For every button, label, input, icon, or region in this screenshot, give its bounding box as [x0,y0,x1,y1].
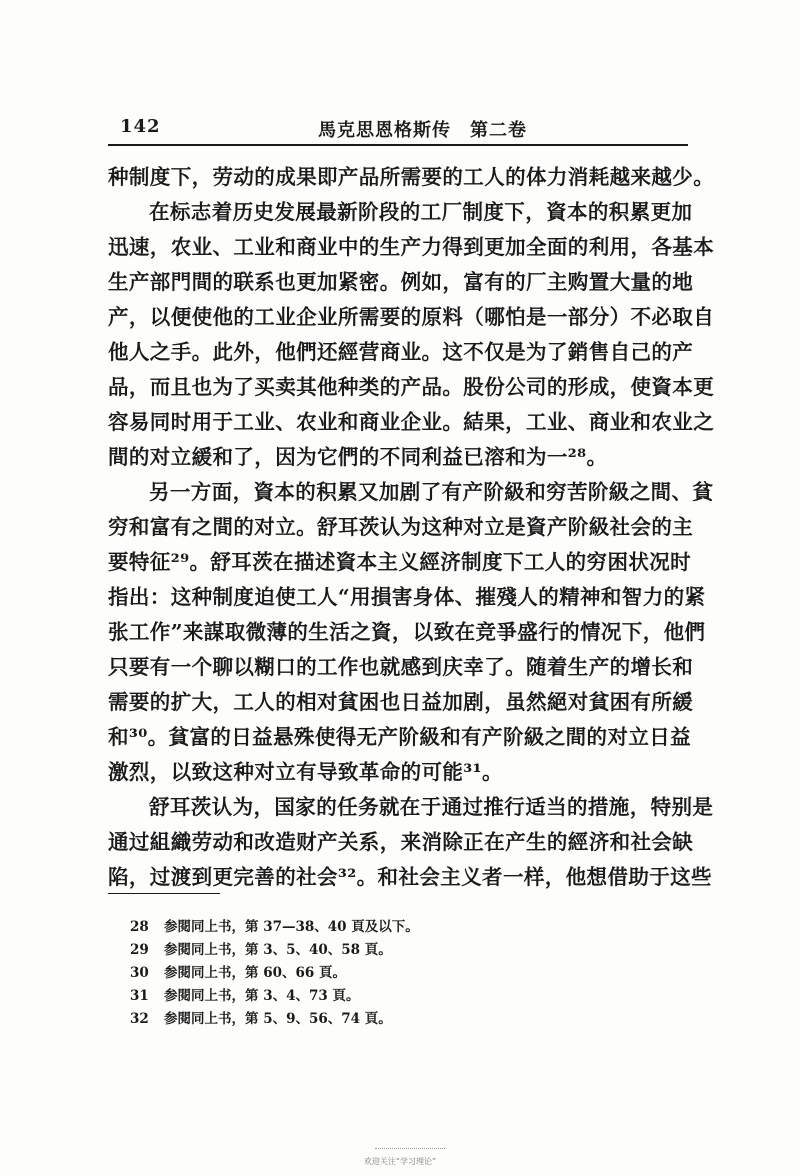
footnotes [130,916,419,1031]
text-line: 通过組織劳动和改造财产关系，来消除正在产生的經济和社会缺 [108,830,694,854]
header-rule [108,144,688,146]
text-line: 和³⁰。貧富的日益悬殊使得无产阶級和有产阶級之間的对立日益 [108,725,692,749]
text-line: 容易同时用于工业、农业和商业企业。結果，工业、商业和农业之 [108,410,715,434]
scan-artifact [375,1148,445,1149]
footnote-text: 参閱同上书，第 37—38、40 頁及以下。 [164,919,419,935]
text-line: 产，以便使他的工业企业所需要的原料（哪怕是一部分）不必取自 [108,305,715,329]
text-line: 需要的扩大，工人的相对貧困也日益加剧，虽然絕对貧困有所緩 [108,690,694,714]
text-line: 张工作”来謀取微薄的生活之資，以致在竞爭盛行的情况下，他們 [108,620,706,644]
text-line: 种制度下，劳动的成果即产品所需要的工人的体力消耗越来越少。 [108,165,715,189]
footnote [130,985,419,1008]
text-line: 他人之手。此外，他們还經营商业。这不仅是为了銷售自己的产 [108,340,694,364]
footnote [130,939,419,962]
footnote-text: 参閱同上书，第 3、4、73 頁。 [164,988,360,1004]
footnote-text: 参閱同上书，第 60、66 頁。 [164,965,346,981]
footnote [130,916,419,939]
text-line: 陷，过渡到更完善的社会³²。和社会主义者一样，他想借助于这些 [108,865,712,889]
footnote-number: 29 [130,942,149,958]
text-line: 另一方面，資本的积累又加剧了有产阶級和穷苦阶級之間、貧 [149,480,714,504]
footnote-number: 31 [130,988,149,1004]
text-line: 舒耳茨认为，国家的任务就在于通过推行适当的措施，特别是 [149,795,714,819]
text-line: 在标志着历史发展最新阶段的工厂制度下，資本的积累更加 [149,200,693,224]
footnote-number: 30 [130,965,149,981]
footnote-text: 参閱同上书，第 5、9、56、74 頁。 [164,1011,392,1027]
text-line: 指出：这种制度迫使工人“用損害身体、摧殘人的精神和智力的紧 [108,585,706,609]
footnote-number: 32 [130,1011,149,1027]
bottom-watermark-text: 欢迎关注“学习理论” [363,1157,437,1166]
text-line: 品，而且也为了买卖其他种类的产品。股份公司的形成，使資本更 [108,375,715,399]
footnote [130,1008,419,1031]
page-header [108,112,688,141]
footnote-text: 参閱同上书，第 3、5、40、58 頁。 [164,942,392,958]
text-line: 激烈，以致这种对立有导致革命的可能³¹。 [108,760,503,784]
text-line: 生产部門間的联系也更加紧密。例如，富有的厂主购置大量的地 [108,270,694,294]
footnote-rule [108,893,220,894]
text-line: 只要有一个聊以糊口的工作也就感到庆幸了。随着生产的增长和 [108,655,694,679]
text-line: 間的对立緩和了，因为它們的不同利益已溶和为一²⁸。 [108,445,608,469]
footnote-number: 28 [130,919,149,935]
text-line: 迅速，农业、工业和商业中的生产力得到更加全面的利用，各基本 [108,235,715,259]
running-title: 馬克思恩格斯传 第二卷 [318,120,527,141]
body-text [108,160,715,895]
text-line: 要特征²⁹。舒耳茨在描述資本主义經济制度下工人的穷困状况时 [108,550,692,574]
footnote [130,962,419,985]
page-number: 142 [120,116,161,137]
text-line: 穷和富有之間的对立。舒耳茨认为这种对立是資产阶級社会的主 [108,515,694,539]
